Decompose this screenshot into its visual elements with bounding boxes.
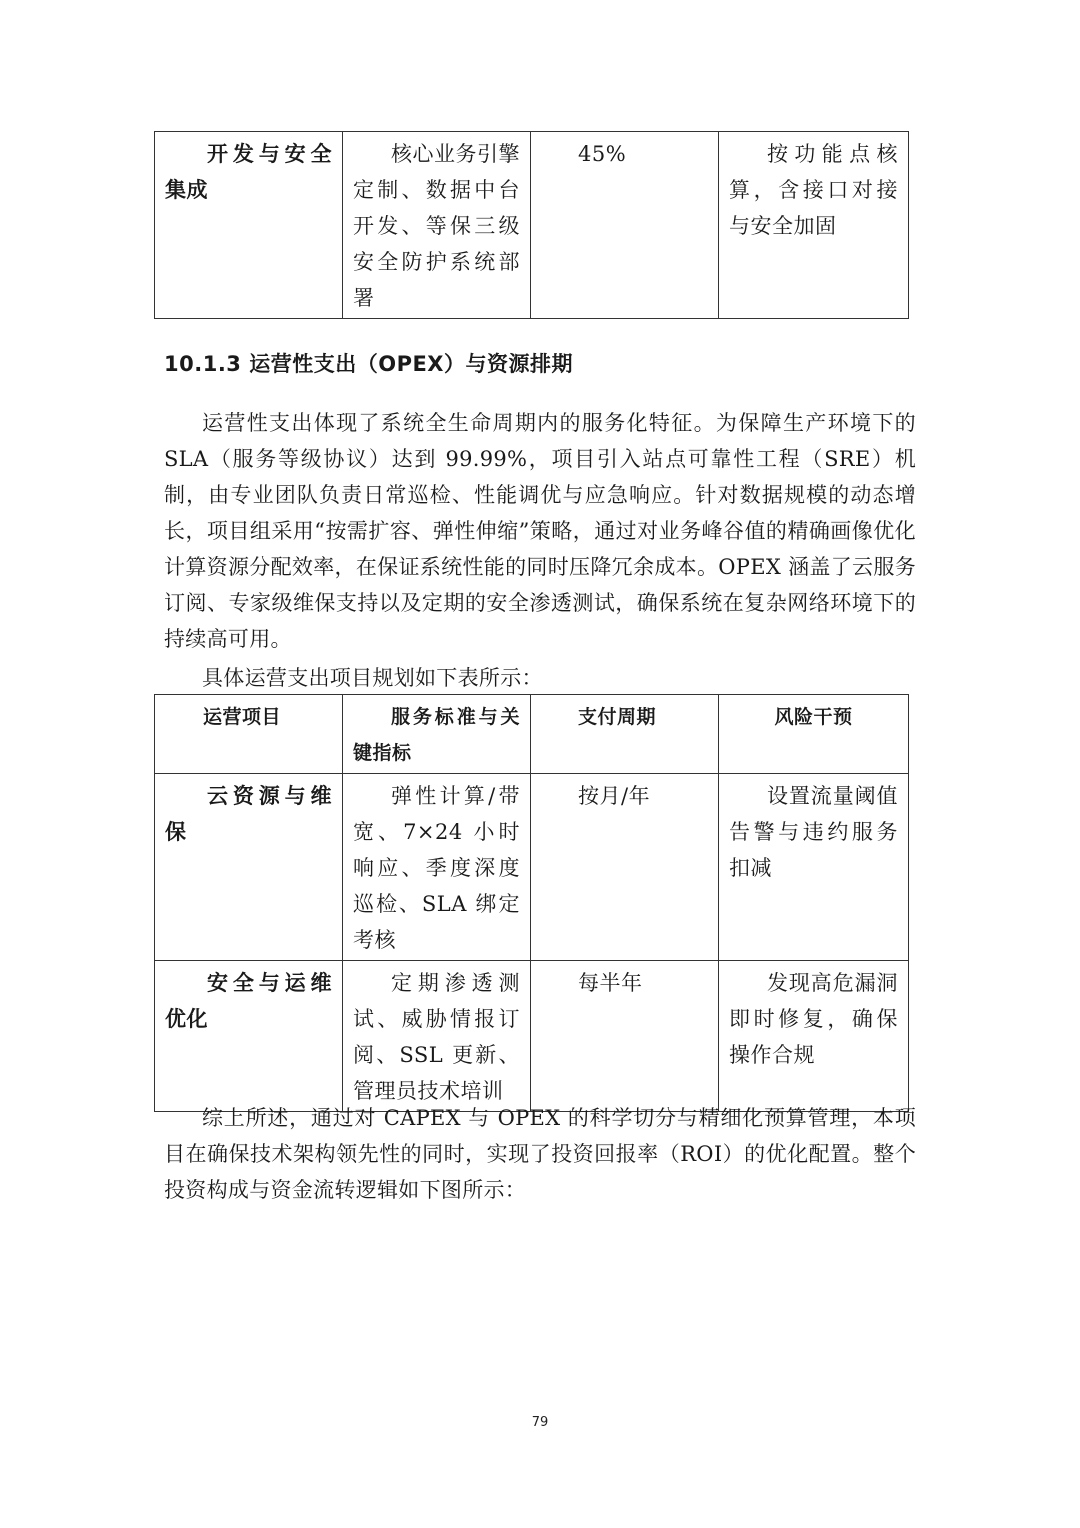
header-cell-cycle: 支付周期: [531, 695, 719, 774]
table-cell-cycle: 每半年: [531, 961, 719, 1112]
page-number: 79: [531, 1415, 549, 1430]
section-heading: 10.1.3 运营性支出（OPEX）与资源排期: [164, 352, 573, 376]
table-row: [155, 774, 909, 961]
table-row: [155, 132, 909, 319]
table-intro-paragraph: 具体运营支出项目规划如下表所示：: [202, 666, 543, 690]
intro-paragraph: 运营性支出体现了系统全生命周期内的服务化特征。为保障生产环境下的SLA（服务等级协议）达到 99.99%，项目引入站点可靠性工程（SRE）机制，由专业团队负责日常巡检、性能调优与应急响应。针对数据规模的动态增长，项目组采用“按需扩容、弹性伸缩”策略，通过对业务峰谷值的精确画像优化计算资源分配效率，在保证系统性能的同时压降冗余成本。OPEX 涵盖了云服务订阅、专家级维保支持以及定期的安全渗透测试，确保系统在复杂网络环境下的持续高可用。: [164, 411, 916, 651]
table-header-row: [155, 695, 909, 774]
table-cell-ratio: 45%: [531, 132, 719, 319]
table-cell-item: 云资源与维保: [155, 774, 343, 961]
table-cell-content: 核心业务引擎定制、数据中台开发、等保三级安全防护系统部署: [343, 132, 531, 319]
table-row: [155, 961, 909, 1112]
table-cell-item: 安全与运维优化: [155, 961, 343, 1112]
table-cell-category: 开发与安全集成: [155, 132, 343, 319]
summary-paragraph: 综上所述，通过对 CAPEX 与 OPEX 的科学切分与精细化预算管理，本项目在确保技术架构领先性的同时，实现了投资回报率（ROI）的优化配置。整个投资构成与资金流转逻辑如下图所示：: [164, 1106, 916, 1202]
header-cell-standard: 服务标准与关键指标: [343, 695, 531, 774]
table-cell-risk: 设置流量阈值告警与违约服务扣减: [719, 774, 909, 961]
header-cell-item: 运营项目: [155, 695, 343, 774]
table-cell-standard: 弹性计算/带宽、7×24 小时响应、季度深度巡检、SLA 绑定考核: [343, 774, 531, 961]
table-cell-standard: 定期渗透测试、威胁情报订阅、SSL 更新、管理员技术培训: [343, 961, 531, 1112]
table-cell-method: 按功能点核算，含接口对接与安全加固: [719, 132, 909, 319]
table-cell-risk: 发现高危漏洞即时修复，确保操作合规: [719, 961, 909, 1112]
opex-table: [154, 694, 909, 1112]
header-cell-risk: 风险干预: [719, 695, 909, 774]
capex-table-continuation: [154, 131, 909, 319]
table-cell-cycle: 按月/年: [531, 774, 719, 961]
